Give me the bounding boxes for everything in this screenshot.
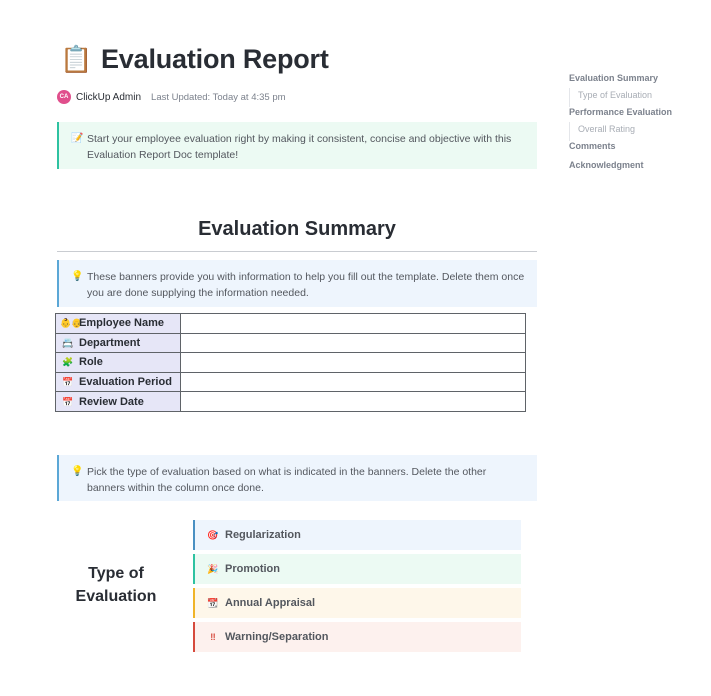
- section-heading-evaluation-summary: Evaluation Summary: [198, 218, 396, 240]
- intro-banner-text: Start your employee evaluation right by making it consistent, concise and objective with this Evaluation Report Doc template!: [87, 133, 512, 161]
- evaluation-type-label: Warning/Separation: [225, 631, 329, 643]
- double-exclamation-icon: ‼: [210, 632, 216, 642]
- intro-banner[interactable]: [57, 122, 537, 169]
- last-updated: Last Updated: Today at 4:35 pm: [151, 91, 286, 103]
- target-icon: 🎯: [207, 529, 219, 540]
- table-key-cell[interactable]: [56, 333, 181, 353]
- row-label: Role: [79, 356, 103, 369]
- table-of-contents: [569, 73, 672, 179]
- toc-item-comments[interactable]: Comments: [569, 141, 616, 151]
- party-popper-icon: 🎉: [207, 563, 219, 574]
- employee-name-value-cell[interactable]: [181, 314, 526, 334]
- evaluation-type-label: Annual Appraisal: [225, 597, 316, 609]
- info-banner[interactable]: [57, 260, 537, 307]
- doc-meta: [57, 90, 286, 104]
- row-label: Evaluation Period: [79, 376, 172, 389]
- calendar-icon: 📅: [62, 377, 74, 388]
- evaluation-period-value-cell[interactable]: [181, 372, 526, 392]
- heading-divider: [57, 251, 537, 252]
- row-label: Department: [79, 336, 141, 349]
- table-key-cell[interactable]: [56, 314, 181, 334]
- info-banner[interactable]: [57, 455, 537, 501]
- lightbulb-icon: 💡: [71, 271, 84, 282]
- table-row: [56, 314, 526, 334]
- evaluation-type-promotion[interactable]: [193, 554, 521, 584]
- memo-icon: 📝: [71, 133, 84, 144]
- people-icon: 👶👴: [60, 318, 83, 329]
- page-title: Evaluation Report: [101, 44, 329, 74]
- toc-item-overall-rating[interactable]: Overall Rating: [569, 122, 672, 141]
- row-label: Employee Name: [79, 317, 164, 330]
- avatar[interactable]: CA: [57, 90, 71, 104]
- evaluation-type-regularization[interactable]: [193, 520, 521, 550]
- role-value-cell[interactable]: [181, 353, 526, 373]
- toc-item-acknowledgment[interactable]: Acknowledgment: [569, 160, 644, 170]
- department-value-cell[interactable]: [181, 333, 526, 353]
- table-row: [56, 333, 526, 353]
- table-row: [56, 372, 526, 392]
- employee-info-table: [55, 313, 526, 412]
- table-row: [56, 392, 526, 412]
- review-date-value-cell[interactable]: [181, 392, 526, 412]
- clipboard-icon: 📋: [60, 44, 93, 74]
- info-banner-text: These banners provide you with information to help you fill out the template. Delete them once you are done supplying the information needed.: [87, 271, 525, 299]
- toc-item-evaluation-summary[interactable]: Evaluation Summary: [569, 73, 659, 83]
- evaluation-type-annual-appraisal[interactable]: [193, 588, 521, 618]
- table-row: [56, 353, 526, 373]
- calendar-icon: 📅: [62, 396, 74, 407]
- evaluation-type-label: Regularization: [225, 529, 301, 541]
- type-of-evaluation-label: Type of Evaluation: [75, 565, 157, 605]
- table-key-cell[interactable]: [56, 353, 181, 373]
- info-banner-text: Pick the type of evaluation based on what is indicated in the banners. Delete the other banners within the column once done.: [87, 466, 487, 494]
- author-name[interactable]: ClickUp Admin: [76, 91, 142, 103]
- evaluation-type-label: Promotion: [225, 563, 280, 575]
- row-label: Review Date: [79, 395, 144, 408]
- lightbulb-icon: 💡: [71, 466, 84, 477]
- toc-item-performance-evaluation[interactable]: Performance Evaluation: [569, 107, 673, 117]
- table-key-cell[interactable]: [56, 392, 181, 412]
- calendar-icon: 📆: [207, 597, 219, 608]
- puzzle-icon: 🧩: [62, 357, 74, 368]
- table-key-cell[interactable]: [56, 372, 181, 392]
- id-card-icon: 📇: [62, 337, 74, 348]
- toc-item-type-of-evaluation[interactable]: Type of Evaluation: [569, 88, 672, 107]
- evaluation-type-warning-separation[interactable]: [193, 622, 521, 652]
